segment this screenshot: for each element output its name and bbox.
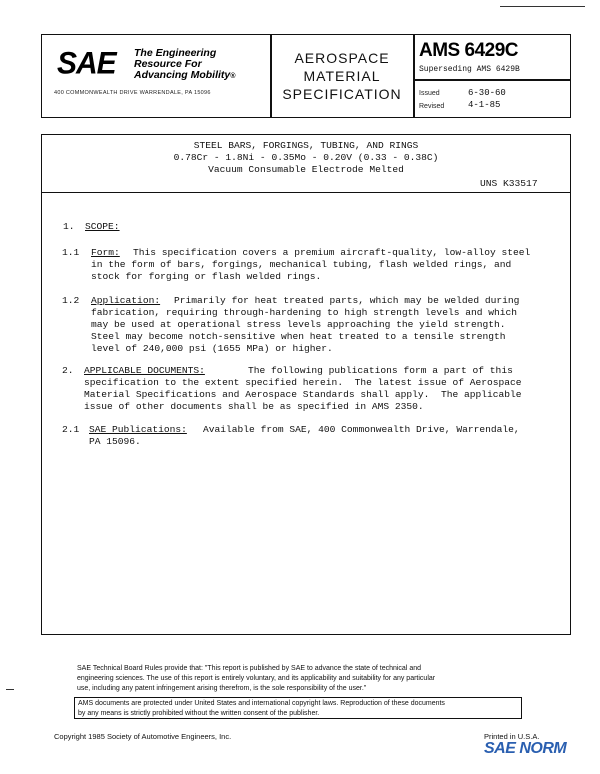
paragraph-line: Primarily for heat treated parts, which may be welded during xyxy=(174,295,520,306)
sae-tagline: The Engineering Resource For Advancing Mobility® xyxy=(134,47,236,81)
revised-date: 4-1-85 xyxy=(468,100,501,110)
sae-norm-watermark: SAE NORM xyxy=(484,740,567,757)
title-divider xyxy=(42,192,570,193)
header-divider xyxy=(413,35,415,117)
copyright-notice: AMS documents are protected under United States and international copyright laws. Reproduction of these documents by any means is strictly prohibited without the written consent of the publisher. xyxy=(78,700,445,717)
document-header xyxy=(41,34,571,118)
paragraph-line: Available from SAE, 400 Commonwealth Drive, Warrendale, xyxy=(203,424,520,435)
paragraph-line: may be used at operational stress levels approaching the yield strength. xyxy=(91,319,506,330)
top-rule xyxy=(500,6,585,7)
section-heading-scope: SCOPE: xyxy=(85,221,120,232)
uns-number: UNS K33517 xyxy=(480,178,538,189)
issued-label: Issued xyxy=(419,90,440,97)
spec-type-title: AEROSPACE MATERIAL SPECIFICATION xyxy=(282,50,402,102)
header-divider xyxy=(413,79,570,81)
paragraph-line: Material Specifications and Aerospace Standards shall apply. The applicable xyxy=(84,389,522,400)
title-line-2: 0.78Cr - 1.8Ni - 0.35Mo - 0.20V (0.33 - 0.38C) xyxy=(173,152,439,163)
paragraph-line: Steel may become notch-sensitive when heat treated to a tensile strength xyxy=(91,331,506,342)
section-number: 2. xyxy=(62,365,74,376)
section-number: 1.1 xyxy=(62,247,80,258)
issued-date: 6-30-60 xyxy=(468,88,506,98)
copyright-line: Copyright 1985 Society of Automotive Engineers, Inc. xyxy=(54,732,232,741)
paragraph-line: This specification covers a premium aircraft-quality, low-alloy steel xyxy=(133,247,531,258)
paragraph-line: issue of other documents shall be as specified in AMS 2350. xyxy=(84,401,424,412)
revised-label: Revised xyxy=(419,103,445,110)
paragraph-line: in the form of bars, forgings, mechanical tubing, flash welded rings, and xyxy=(91,259,512,270)
paragraph-line: fabrication, requiring through-hardening to high strength levels and which xyxy=(91,307,518,318)
paragraph-line: specification to the extent specified herein. The latest issue of Aerospace xyxy=(84,377,522,388)
section-heading-sae-publications: SAE Publications: xyxy=(89,424,187,435)
paragraph-line: stock for forging or flash welded rings. xyxy=(91,271,322,282)
printed-in: Printed in U.S.A. xyxy=(484,732,540,741)
paragraph-line: The following publications form a part of this xyxy=(248,365,513,376)
sae-logo: SAE xyxy=(57,46,116,81)
section-heading-application: Application: xyxy=(91,295,161,306)
title-line-1: STEEL BARS, FORGINGS, TUBING, AND RINGS xyxy=(193,140,419,151)
sae-address: 400 COMMONWEALTH DRIVE WARRENDALE, PA 15096 xyxy=(54,90,211,96)
technical-board-rules: SAE Technical Board Rules provide that: "This report is published by SAE to advance the state of technical and engineering sciences. The use of this report is entirely voluntary, and its applicability and suitability for any particular use, including any patent infringement arising therefrom, is the sole responsibility of the user." xyxy=(77,665,436,692)
paragraph-line: level of 240,000 psi (1655 MPa) or higher. xyxy=(91,343,333,354)
superseding-note: Superseding AMS 6429B xyxy=(419,65,520,74)
section-number: 1. xyxy=(63,221,75,232)
section-number: 2.1 xyxy=(62,424,80,435)
section-heading-form: Form: xyxy=(91,247,120,258)
section-heading-applicable-documents: APPLICABLE DOCUMENTS: xyxy=(84,365,205,376)
title-line-3: Vacuum Consumable Electrode Melted xyxy=(208,164,404,175)
paragraph-line: PA 15096. xyxy=(89,436,141,447)
margin-mark xyxy=(6,689,14,690)
ams-number: AMS 6429C xyxy=(419,40,518,61)
section-number: 1.2 xyxy=(62,295,80,306)
